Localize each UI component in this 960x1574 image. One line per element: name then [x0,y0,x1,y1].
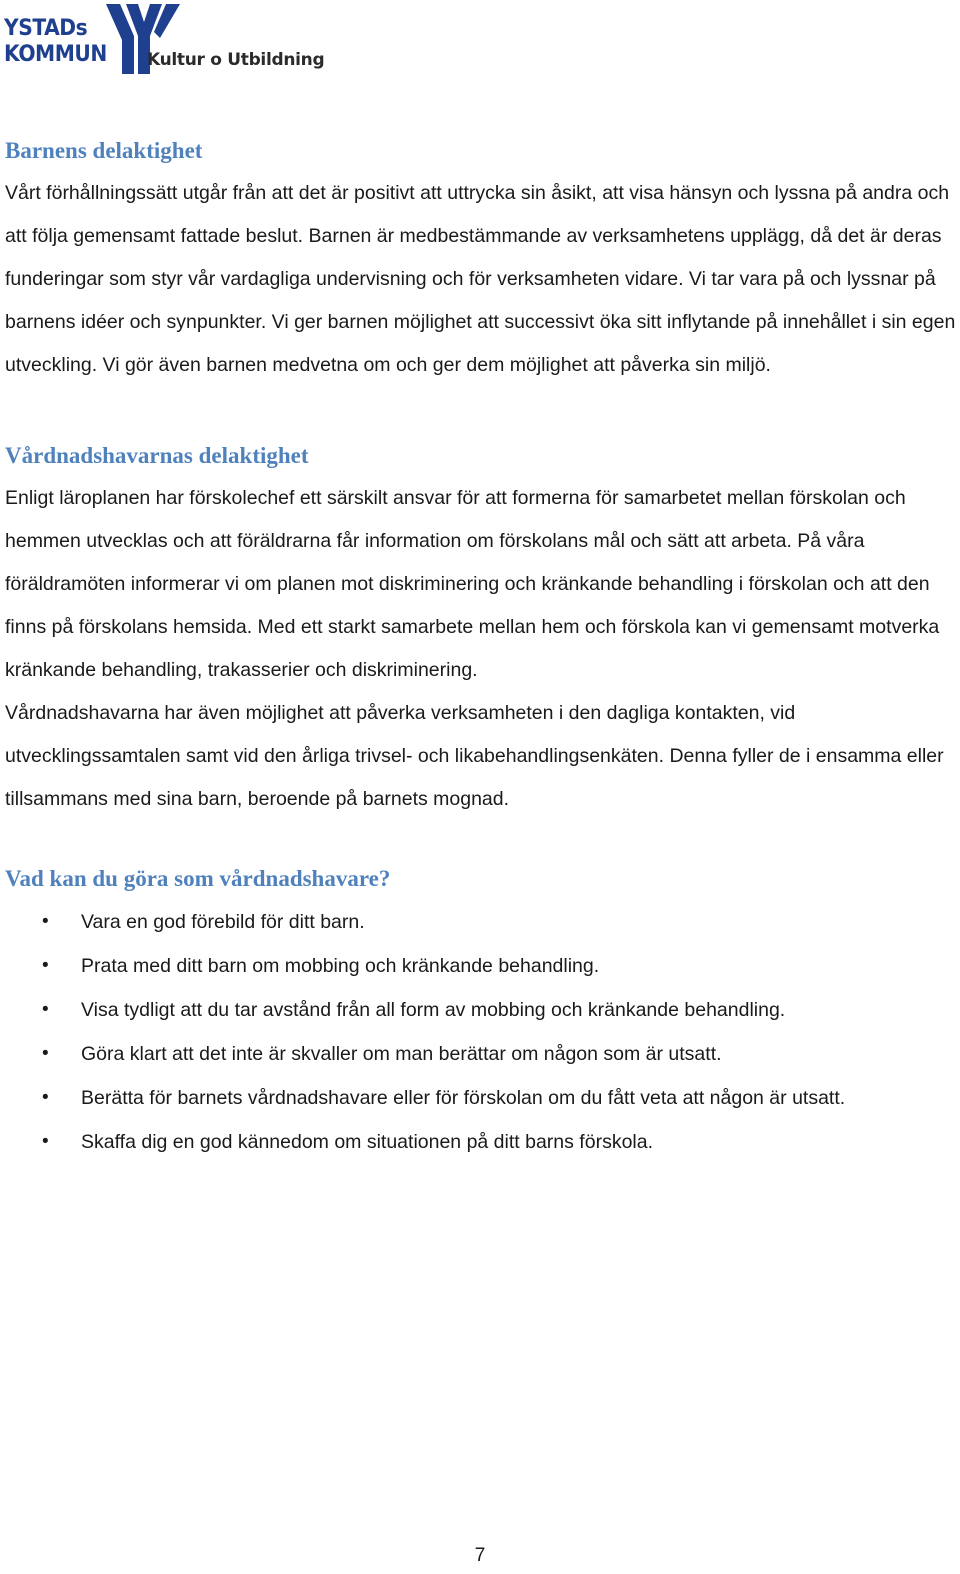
bullet-icon: • [42,955,49,976]
paragraph: Enligt läroplanen har förskolechef ett särskilt ansvar för att formerna för samarbetet mellan förskolan och hemmen utvecklas och att föräldrarna får information om förskolans mål och sätt att arbeta. På våra föräldramöten informerar vi om planen mot diskriminering och kränkande behandling i förskolan och att den finns på förskolans hemsida. Med ett starkt samarbete mellan hem och förskola kan vi gemensamt motverka kränkande behandling, trakasserier och diskriminering. [5,487,940,681]
section-heading-vardnadshavarnas-delaktighet: Vårdnadshavarnas delaktighet [5,443,309,468]
bullet-icon: • [42,1087,49,1108]
section-heading-barnens-delaktighet: Barnens delaktighet [5,138,203,163]
section-spacer [5,387,957,441]
logo-text-ystads: YSTADs [4,16,88,41]
list-item-text: Berätta för barnets vårdnadshavare eller för förskolan om du fått veta att någon är utsatt. [81,1087,846,1109]
logo-subtitle: Kultur o Utbildning [147,50,325,70]
logo-text-kommun: KOMMUN [4,42,107,67]
section-spacer [5,821,957,864]
bullet-icon: • [42,1131,49,1152]
list-item-text: Visa tydligt att du tar avstånd från all form av mobbing och kränkande behandling. [81,999,786,1021]
list-item-text: Skaffa dig en god kännedom om situationen på ditt barns förskola. [81,1131,654,1153]
bullet-icon: • [42,999,49,1020]
list-item [5,988,957,1032]
ystads-kommun-logo [4,2,334,76]
document-body [5,136,957,1164]
list-item-text: Vara en god förebild för ditt barn. [81,911,365,933]
paragraph: Vårt förhållningssätt utgår från att det är positivt att uttrycka sin åsikt, att visa hänsyn och lyssna på andra och att följa gemensamt fattade beslut. Barnen är medbestämmande av verksamhetens upplägg, då det är deras funderingar som styr vår vardagliga undervisning och för verksamheten vidare. Vi tar vara på och lyssnar på barnens idéer och synpunkter. Vi ger barnen möjlighet att successivt öka sitt inflytande på innehållet i sin egen utveckling. Vi gör även barnen medvetna om och ger dem möjlighet att påverka sin miljö. [5,182,956,376]
bullet-icon: • [42,1043,49,1064]
page-number: 7 [474,1545,486,1566]
list-item [5,1120,957,1164]
section-heading-vad-kan-du-gora: Vad kan du göra som vårdnadshavare? [5,866,391,891]
list-item [5,944,957,988]
list-item [5,1032,957,1076]
paragraph: Vårdnadshavarna har även möjlighet att påverka verksamheten i den dagliga kontakten, vid utvecklingssamtalen samt vid den årliga trivsel- och likabehandlingsenkäten. Denna fyller de i ensamma eller tillsammans med sina barn, beroende på barnets mognad. [5,702,944,810]
list-item [5,1076,957,1120]
list-item-text: Prata med ditt barn om mobbing och kränkande behandling. [81,955,600,977]
list-item-text: Göra klart att det inte är skvaller om man berättar om någon som är utsatt. [81,1043,722,1065]
bullet-list [5,900,957,1164]
bullet-icon: • [42,911,49,932]
list-item [5,900,957,944]
